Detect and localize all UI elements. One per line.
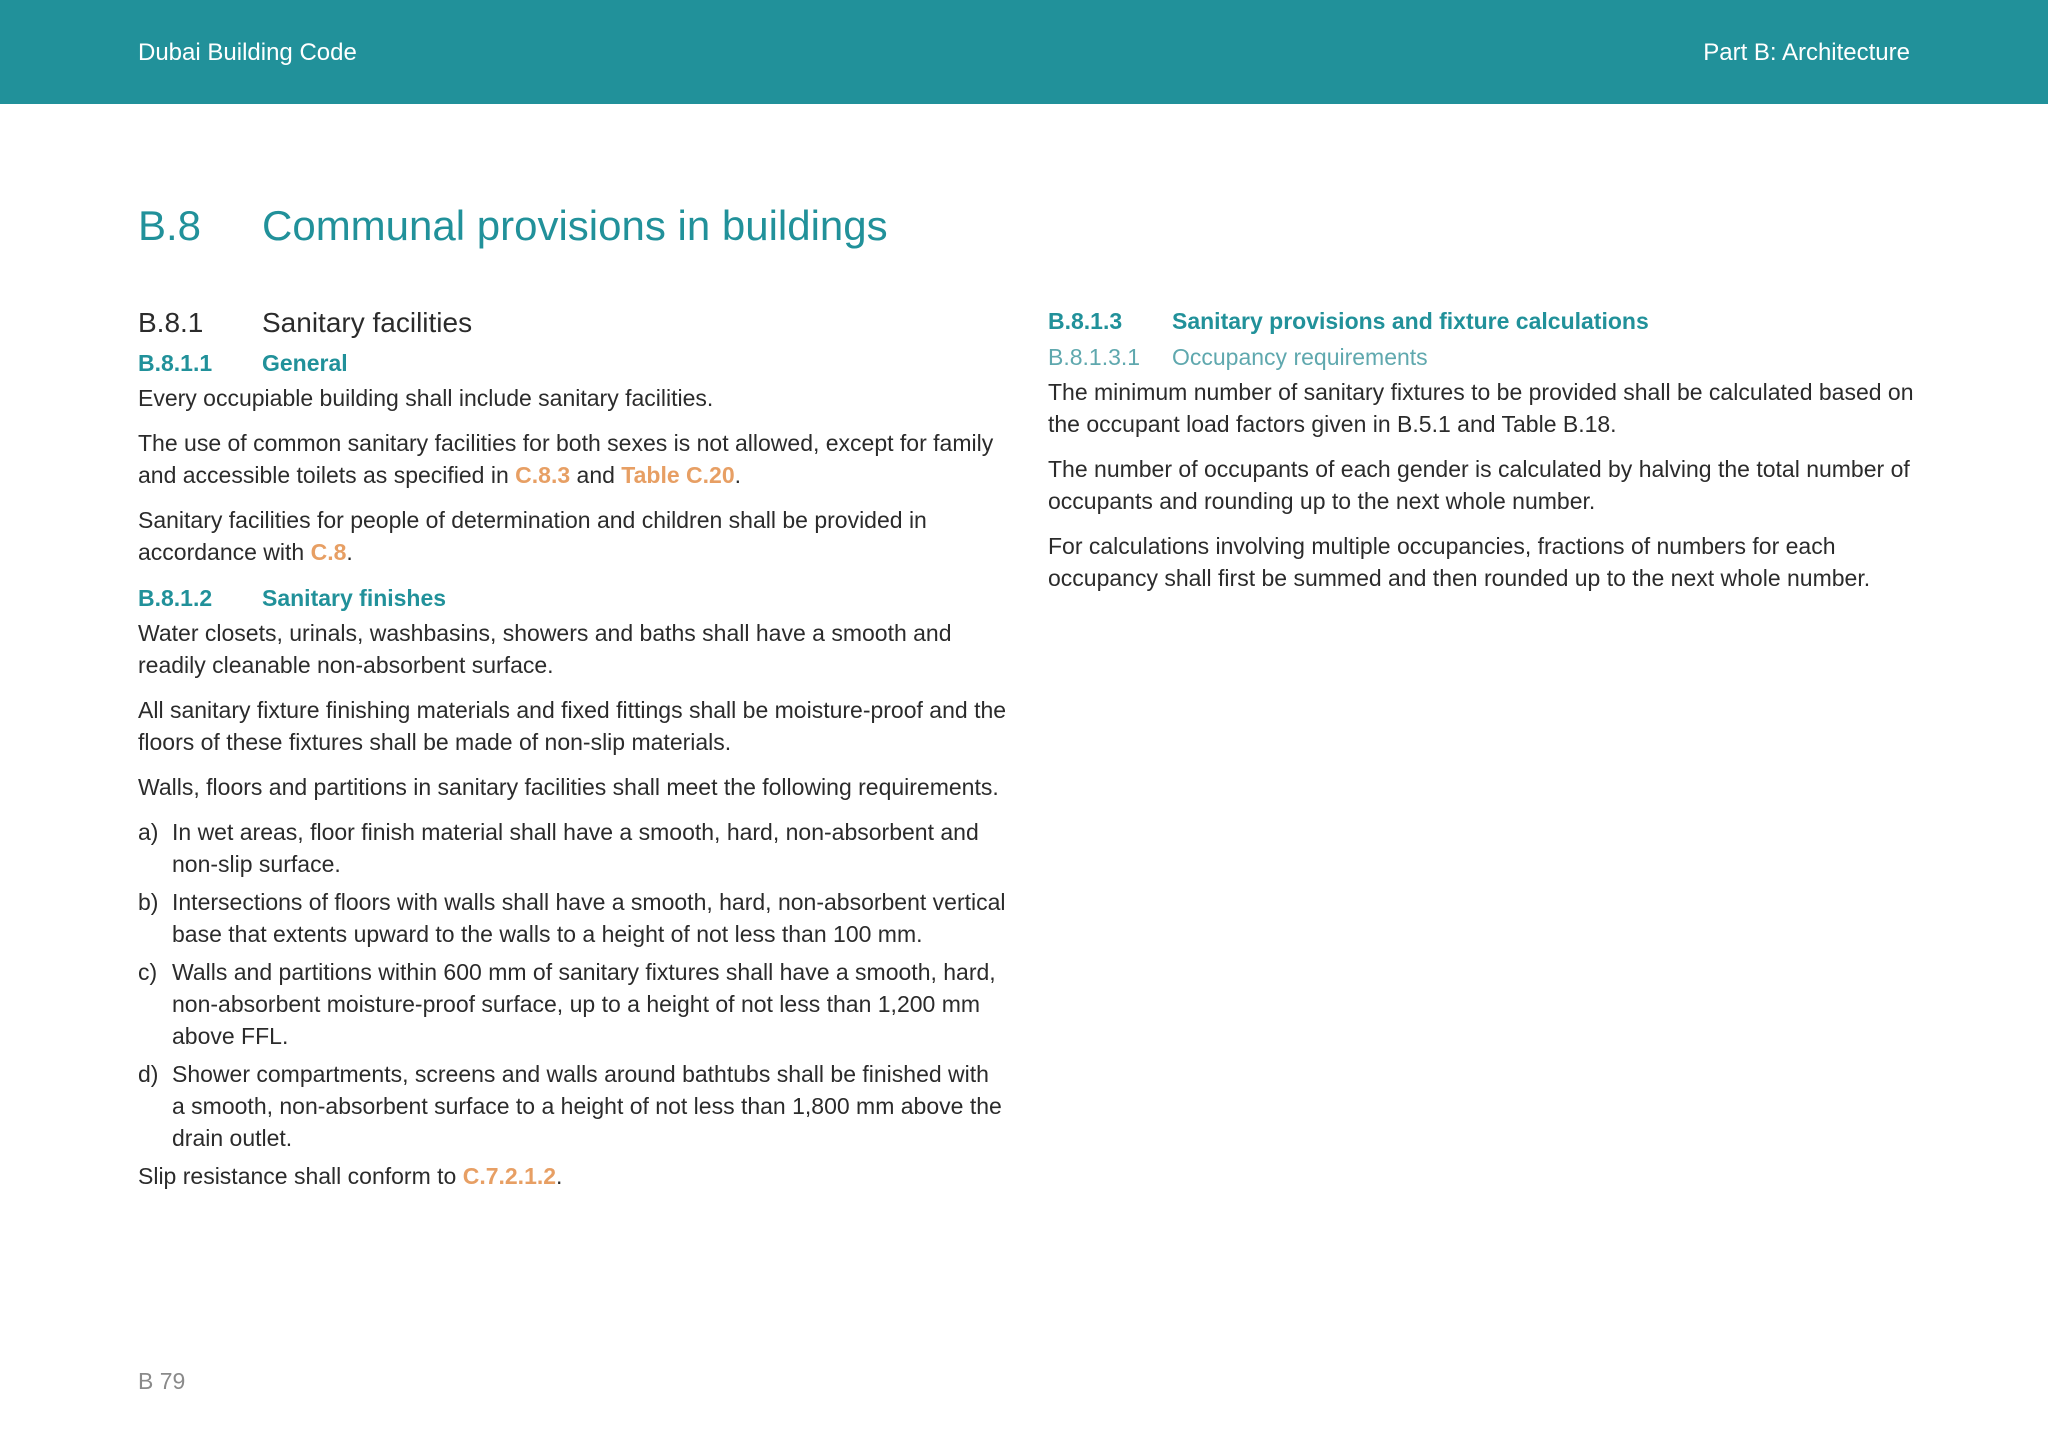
reference-link[interactable]: C.7.2.1.2 — [462, 1163, 557, 1189]
left-column — [138, 304, 1008, 1205]
finishes-number: B.8.1.2 — [138, 585, 213, 611]
fixture-calculations-number: B.8.1.3 — [1048, 308, 1123, 334]
fixture-calculations-title: Sanitary provisions and fixture calculations — [1172, 308, 1649, 334]
reference-link[interactable]: Table C.20 — [621, 462, 735, 488]
list-item-text: In wet areas, floor finish material shall have a smooth, hard, non-absorbent and non-slip surface. — [172, 819, 979, 877]
finishes-title: Sanitary finishes — [262, 585, 447, 611]
list-item-text: Walls and partitions within 600 mm of sanitary fixtures shall have a smooth, hard, non-absorbent moisture-proof surface, up to a height of not less than 1,200 mm above FFL. — [172, 959, 996, 1049]
list-item-text: Intersections of floors with walls shall have a smooth, hard, non-absorbent vertical base that extents upward to the walls to a height of not less than 100 mm. — [172, 889, 1006, 947]
general-heading — [138, 346, 1008, 380]
paragraph: The minimum number of sanitary fixtures to be provided shall be calculated based on the occupant load factors given in B.5.1 and Table B.18. — [1048, 379, 1914, 437]
section-title: Communal provisions in buildings — [262, 202, 888, 249]
right-column — [1048, 304, 1918, 607]
reference-link[interactable]: C.8.3 — [515, 462, 571, 488]
subsection-number: B.8.1 — [138, 307, 204, 338]
paragraph: Slip resistance shall conform to C.7.2.1.2. — [138, 1163, 563, 1189]
list-marker: c) — [138, 959, 158, 985]
list-marker: d) — [138, 1061, 159, 1087]
list-item-text: Shower compartments, screens and walls around bathtubs shall be finished with a smooth, non-absorbent surface to a height of not less than 1,800 mm above the drain outlet. — [172, 1061, 1002, 1151]
paragraph: Sanitary facilities for people of determination and children shall be provided in accordance with C.8. — [138, 507, 927, 565]
paragraph: For calculations involving multiple occupancies, fractions of numbers for each occupancy shall first be summed and then rounded up to the next whole number. — [1048, 533, 1871, 591]
list-item — [138, 816, 1008, 880]
paragraph: Every occupiable building shall include sanitary facilities. — [138, 385, 714, 411]
finishes-heading — [138, 581, 1008, 615]
paragraph: Walls, floors and partitions in sanitary facilities shall meet the following requirements. — [138, 774, 999, 800]
general-title: General — [262, 350, 348, 376]
section-number: B.8 — [138, 202, 202, 249]
list-marker: b) — [138, 889, 159, 915]
reference-link[interactable]: C.8 — [310, 539, 347, 565]
list-item — [138, 886, 1008, 950]
paragraph: The use of common sanitary facilities for both sexes is not allowed, except for family and accessible toilets as specified in C.8.3 and Table C.20. — [138, 430, 994, 488]
occupancy-heading — [1048, 340, 1918, 374]
page-header — [0, 0, 2048, 104]
occupancy-number: B.8.1.3.1 — [1048, 344, 1141, 370]
document-title: Dubai Building Code — [138, 39, 357, 66]
list-item — [138, 956, 1008, 1052]
document-part: Part B: Architecture — [1703, 39, 1910, 66]
occupancy-title: Occupancy requirements — [1172, 344, 1428, 370]
paragraph: Water closets, urinals, washbasins, showers and baths shall have a smooth and readily cleanable non-absorbent surface. — [138, 620, 952, 678]
subsection-heading — [138, 304, 1008, 342]
list-item — [138, 1058, 1008, 1154]
general-number: B.8.1.1 — [138, 350, 213, 376]
paragraph: All sanitary fixture finishing materials and fixed fittings shall be moisture-proof and the floors of these fixtures shall be made of non-slip materials. — [138, 697, 1007, 755]
fixture-calculations-heading — [1048, 304, 1918, 338]
list-marker: a) — [138, 819, 159, 845]
page-number: B 79 — [138, 1368, 186, 1394]
section-heading — [138, 198, 888, 258]
subsection-title: Sanitary facilities — [262, 307, 473, 338]
paragraph: The number of occupants of each gender is calculated by halving the total number of occupants and rounding up to the next whole number. — [1048, 456, 1910, 514]
requirements-list — [138, 816, 1008, 1154]
